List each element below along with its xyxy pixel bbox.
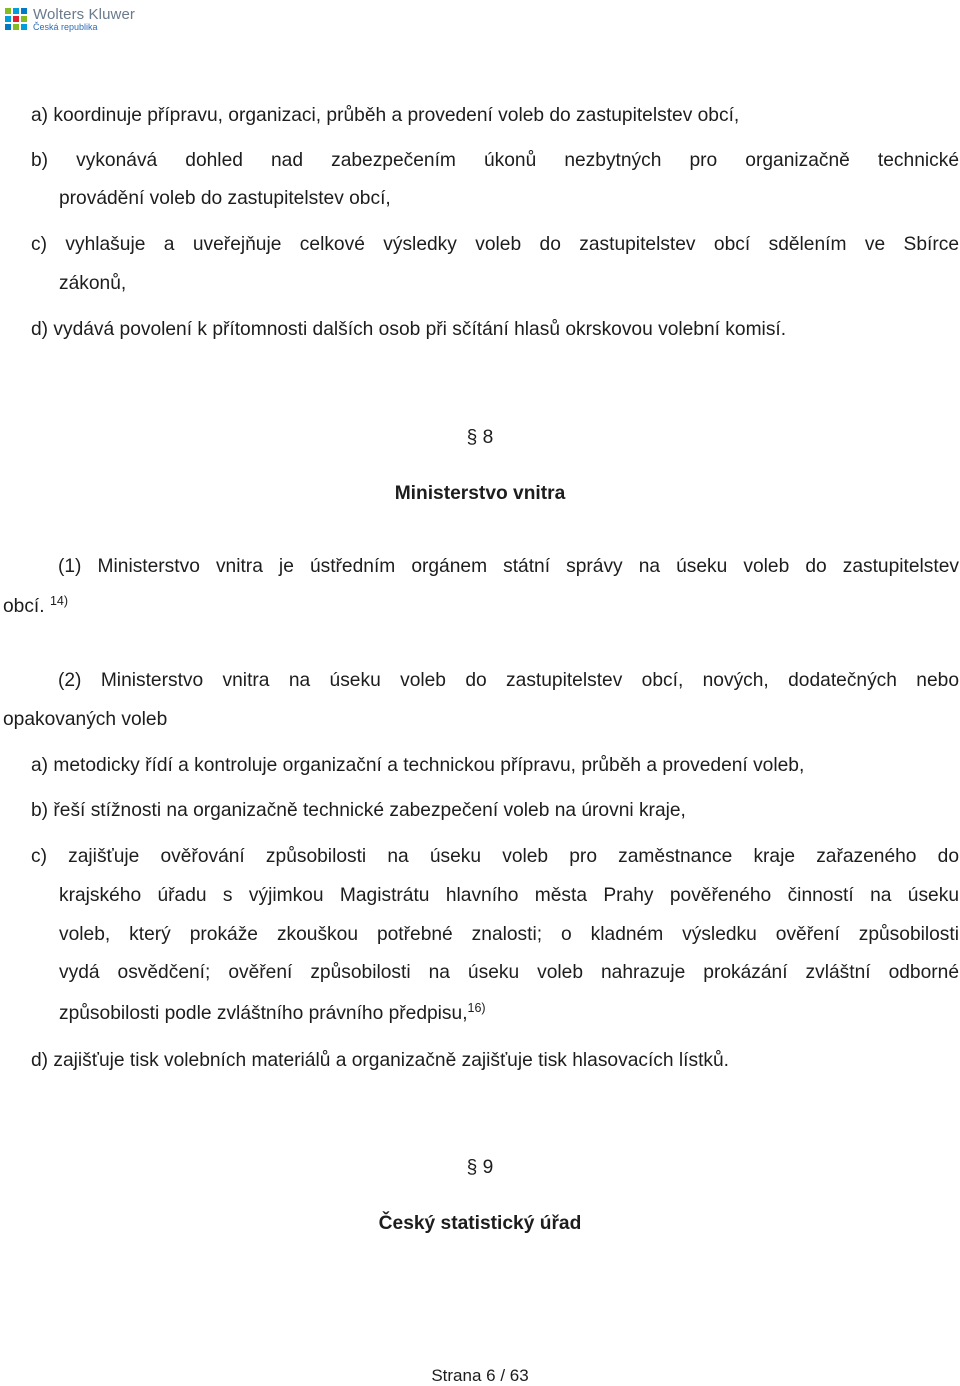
- ministry-item-b: b) řeší stížnosti na organizačně technické zabezpečení voleb na úrovni kraje,: [31, 800, 686, 821]
- paragraph-2-line2: opakovaných voleb: [3, 709, 168, 730]
- publisher-logo: [4, 3, 135, 35]
- section-8-title: Ministerstvo vnitra: [394, 483, 566, 504]
- ministry-item-c-line3: voleb, který prokáže zkouškou potřebné znalosti; o kladném výsledku ověření způsobilosti: [59, 924, 959, 945]
- paragraph-2-line1: (2) Ministerstvo vnitra na úseku voleb do zastupitelstev obcí, nových, dodatečných nebo: [58, 670, 959, 691]
- ministry-item-a: a) metodicky řídí a kontroluje organizační a technickou přípravu, průběh a provedení voleb,: [31, 755, 805, 776]
- section-8-number: § 8: [466, 427, 494, 448]
- ministry-item-c-line1: c) zajišťuje ověřování způsobilosti na úseku voleb pro zaměstnance kraje zařazeného do: [31, 846, 959, 867]
- paragraph-1-line2: obcí. $^{14)}$: [3, 594, 69, 617]
- brand-country: Česká republika: [33, 21, 98, 32]
- ministry-item-c-line5: způsobilosti podle zvláštního právního předpisu,$^{16)}$: [59, 1001, 486, 1024]
- item-b-line2: provádění voleb do zastupitelstev obcí,: [59, 188, 391, 209]
- ministry-item-d: d) zajišťuje tisk volebních materiálů a organizačně zajišťuje tisk hlasovacích lístků.: [31, 1050, 730, 1071]
- ministry-item-c-line2: krajského úřadu s výjimkou Magistrátu hlavního města Prahy pověřeného činností na úseku: [59, 885, 959, 906]
- section-9-title: Český statistický úřad: [378, 1213, 582, 1234]
- wolters-kluwer-logo-icon: [4, 7, 28, 31]
- item-b-line1: b) vykonává dohled nad zabezpečením úkonů nezbytných pro organizačně technické: [31, 150, 959, 171]
- paragraph-1-line1: (1) Ministerstvo vnitra je ústředním orgánem státní správy na úseku voleb do zastupitelstev: [58, 556, 959, 577]
- brand-name: Wolters Kluwer: [33, 5, 135, 23]
- item-d-text: d) vydává povolení k přítomnosti dalších osob při sčítání hlasů okrskovou volební komisí.: [31, 319, 787, 340]
- item-c-line1: c) vyhlašuje a uveřejňuje celkové výsledky voleb do zastupitelstev obcí sdělením ve Sbírce: [31, 234, 959, 255]
- section-9-number: § 9: [466, 1157, 494, 1178]
- item-a-text: a) koordinuje přípravu, organizaci, průběh a provedení voleb do zastupitelstev obcí,: [31, 105, 740, 126]
- footnote-ref-14[interactable]: 14): [49, 594, 69, 608]
- ministry-item-c-line4: vydá osvědčení; ověření způsobilosti na úseku voleb nahrazuje prokázání zvláštní odborné: [59, 962, 959, 983]
- page-number: Strana 6 / 63: [431, 1366, 529, 1385]
- item-c-line2: zákonů,: [59, 273, 127, 294]
- footnote-ref-16[interactable]: 16): [467, 1001, 486, 1015]
